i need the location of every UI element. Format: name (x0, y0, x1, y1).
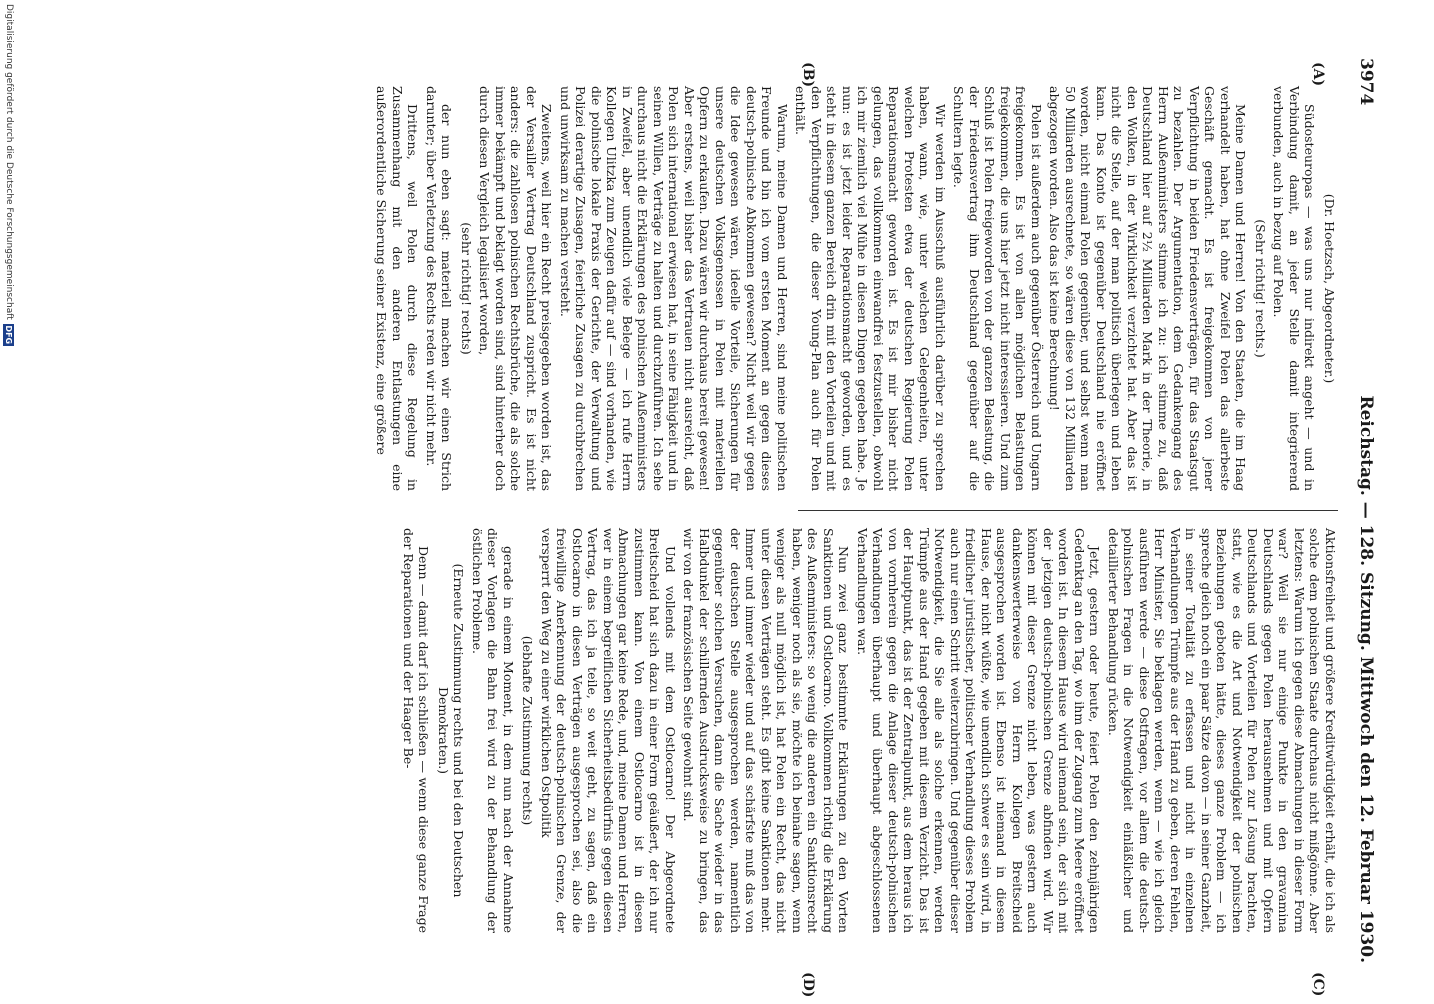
page-header (1350, 58, 1376, 963)
paragraph: Wir werden im Ausschuß ausführlich darüber zu sprechen haben, wann, wie, unter welchen Gelegenheiten, unter welchen Protesten etwa der deutschen Regierung Polen Reparationsmacht geworden ist. Es ist mir bisher nicht gelungen, das vollkommen einwandfrei festzustellen, obwohl ich mir ziemlich viel Mühe in diesen Dingen gegeben habe. Je nun: es ist jetzt leider Reparationsmacht geworden, und es steht in diesem ganzen Bereich drin mit den Vorteilen und mit den Verpflichtungen, die dieser Young-Plan auch für Polen enthält. (793, 86, 948, 491)
left-column (371, 86, 1338, 491)
paragraph: Drittens, weil Polen durch diese Regelung in Zusammenhang mit den anderen Entlastungen eine außerordentliche Sicherung seiner Existenz, eine größere (374, 86, 421, 491)
column-divider (798, 510, 1338, 511)
interjection: (sehr richtig! rechts) (459, 222, 474, 355)
paragraph: Jetzt, gestern oder heute, feiert Polen den zehnjährigen Gedenktag an den Tag, wo ihm der Zugang zum Meere eröffnet worden ist. In diesem Hause wird niemand sein, der sich mit der jetzigen deutsch-polnischen Grenze abfinden wird. Wir können mit dieser Grenze nicht leben, was gestern auch dankenswerterweise von Herrn Kollegen Breitscheid ausgesprochen worden ist. Ebenso ist niemand in diesem Hause, der nicht wüßte, wie unendlich schwer es sein wird, in friedlicher juristischer, politischer Verhandlung dieses Problem auch nur einen Schritt weiterzubringen. Und gegenüber dieser Notwendigkeit, die Sie alle als solche erkennen, werden Trümpfe aus der Hand gegeben mit diesem Verzicht. Das ist der Hauptpunkt, das ist der Zentralpunkt, aus dem heraus ich von vornherein gegen die Anlage dieser deutsch-polnischen Verhandlungen überhaupt und überhaupt abgeschlossenen Verhandlungen war. (855, 528, 1103, 933)
interjection: (lebhafte Zustimmung rechts) (520, 635, 536, 826)
paragraph: Und vollends mit dem Ostlocarno! Der Abgeordnete Breitscheid hat sich dazu in einer Form geäußert, der ich nur zustimmen kann. Von einem Ostlocarno ist in diesen Abmachungen gar keine Rede, und, meine Damen und Herren, wer in einem begreiflichen Sicherheitsbedürfnis gegen diesen Vertrag, das ich ja teile, so weit geht, zu sagen, daß ein Ostlocarno in diesen Verträgen ausgesprochen sei, also die freiwillige Anerkennung der deutsch-polnischen Grenze, der versperrt den Weg zu einer wirklichen Ostpolitik (539, 528, 678, 933)
paragraph: Zweitens, weil hier ein Recht preisgegeben worden ist, das der Versailler Vertrag Deutschland zuspricht. Es ist nicht anders: die zahllosen polnischen Rechtsbrüche, die als solche immer bekämpft und beklagt worden sind, sind hinterher doch durch diesen Vergleich legalisiert worden, (477, 86, 555, 491)
paragraph: gerade in einem Moment, in dem nun nach der Annahme dieser Vorlagen die Bahn frei wird zu der Behandlung der östlichen Probleme. (470, 528, 516, 933)
margin-marker-c: (C) (1310, 972, 1326, 997)
dfg-logo-icon: DFG (4, 325, 14, 345)
interjection: (Erneute Zustimmung rechts und bei den Deutschen Demokraten.) (436, 563, 467, 898)
paragraph: Südosteuropas — was uns nur indirekt angeht — und in Verbindung damit, an jeder Stelle damit integrierend verbunden, auch in bezug auf Polen. (1271, 86, 1318, 491)
paragraph: Meine Damen und Herren! Von den Staaten, die im Haag verhandelt haben, hat ohne Zweifel Polen das allerbeste Geschäft gemacht. Es ist freigekommen von jener Verpflichtung in beiden Friedensverträgen, für das Staatsgut zu bezahlen. Der Argumentation, dem Gedankengang des Herrn Außenministers stimme ich zu: ich stimme zu, daß Deutschland hier auf 2½ Milliarden Mark in der Theorie, in den Wolken, in der Wirklichkeit verzichtet hat. Aber das ist nicht die Stelle, auf der man politisch überlegen und leben kann. Das Konto ist gegenüber Deutschland nie eröffnet worden, nicht einmal Polen gegenüber, und selbst wenn man 50 Milliarden ausrechnete, so wären diese von 132 Milliarden abgezogen worden. Also das ist keine Berechnung! (1047, 86, 1249, 491)
paragraph: Denn — damit darf ich schließen — wenn diese ganze Frage der Reparationen und der Haager Be- (401, 528, 432, 933)
footer-text: Digitalisierung gefördert durch die Deutsche Forschungsgemeinschaft (4, 4, 14, 320)
paragraph: Aktionsfreiheit und größere Kreditwürdigkeit erhält, die ich als solche dem polnischen Staate durchaus nicht mißgönne. Aber letztens: Warum ich gegen diese Abmachungen in dieser Form war? Weil sie nur einige Punkte in den gravamina Deutschlands gegen Polen herausnehmen und mit Opfern Deutschlands und Vorteilen für Polen zur Lösung brachten, statt, wie es die Art und Notwendigkeit der polnischen Beziehungen geboten hätte, dieses ganze Problem — ich spreche gleich noch ein paar Sätze davon — in seiner Ganzheit, in seiner Totalität zu erfassen und nicht in einzelnen Verhandlungen Trümpfe aus der Hand zu geben, deren Fehlen, Herr Minister, Sie beklagen werden, wenn — wie ich gleich ausführen werde — diese Ostfragen, vor allem die deutsch-polnischen Fragen in die Notwendigkeit einläßlicher und detaillierter Behandlung rücken. (1106, 528, 1338, 933)
paragraph: Nun zwei ganz bestimmte Erklärungen zu den Vorten Sanktionen und Ostlocarno. Vollkommen richtig die Erklärung des Außenministers: so wenig die anderen ein Sanktionsrecht haben, weniger noch als sie, möchte ich beinahe sagen, wenn weniger als null möglich ist, hat Polen ein Recht, das nicht unter diesen Verträgen steht. Es gibt keine Sanktionen mehr. Immer und immer wieder und auf das schärfste muß das von der deutschen Stelle ausgesprochen werden, namentlich gegenüber solchen Versuchen, dann die Sache wieder in das Halbdunkel der schillernden Ausdrucksweise zu bringen, das wir von der französischen Seite gewohnt sind. (681, 528, 852, 933)
interjection: (Sehr richtig! rechts.) (1253, 219, 1268, 358)
margin-marker-a: (A) (1310, 62, 1326, 87)
margin-marker-b: (B) (800, 62, 816, 88)
margin-marker-d: (D) (800, 972, 816, 998)
right-column (398, 528, 1339, 933)
paragraph: Polen ist außerdem auch gegenüber Österreich und Ungarn freigekommen. Es ist von allen möglichen Belastungen freigekommen, die uns hier jetzt nicht interessieren. Und zum Schluß ist Polen freigeworden von der ganzen Belastung, die der Friedensvertrag ihm Deutschland gegenüber auf die Schultern legte. (951, 86, 1044, 491)
digitization-footer (2, 0, 16, 1004)
running-title: Reichstag. — 128. Sitzung. Mittwoch den 12. Februar 1930. (1356, 395, 1376, 963)
paragraph: Warum, meine Damen und Herren, sind meine politischen Freunde und bin ich vom ersten Moment an gegen dieses deutsch-polnische Abkommen gewesen? Nicht weil wir gegen die Idee gewesen wären, ideelle Vorteile, Sicherungen für unsere deutschen Volksgenossen in Polen mit materiellen Opfern zu erkaufen. Dazu wären wir durchaus bereit gewesen! Aber erstens, weil bisher das Vertrauen nicht ausreicht, daß Polen sich international erwiesen hat, in seine Fähigkeit und in seinen Willen, Verträge zu halten und durchzuführen. Ich sehe durchaus nicht die Erklärungen des polnischen Außenministers in Zweifel, aber unendlich viele Belege — ich rufe Herrn Kollegen Ulitzka zum Zeugen dafür auf — sind vorhanden, wie die polnische lokale Praxis der Gerichte, der Verwaltung und Polizei derartige Zusagen, feierliche Zusagen zu durchbrechen und unwirksam zu machen versteht. (558, 86, 790, 491)
paragraph: der nun eben sagt: materiell machen wir einen Strich darunter; über Verletzung des Rechts reden wir nicht mehr. (424, 86, 455, 491)
page-number: 3974 (1356, 58, 1376, 106)
speaker-line: (Dr. Hoetzsch, Abgeordneter.) (1322, 193, 1337, 384)
